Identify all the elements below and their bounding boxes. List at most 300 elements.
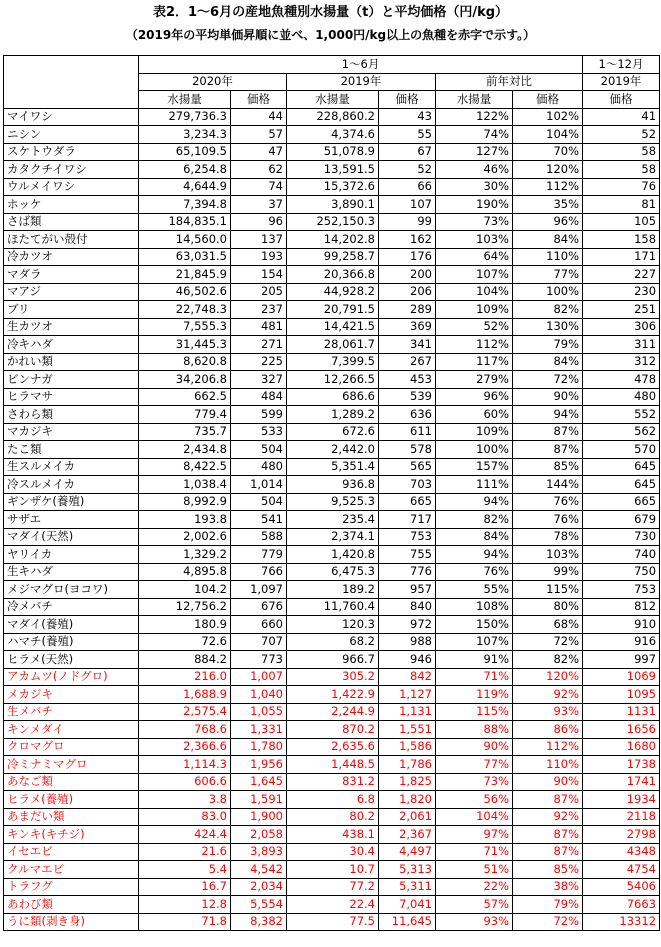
price-ratio-cell: 87% bbox=[513, 791, 583, 809]
volume-2019-cell: 14,202.8 bbox=[287, 231, 379, 249]
price-ratio-cell: 102% bbox=[513, 108, 583, 126]
price-2020-cell: 47 bbox=[231, 143, 287, 161]
volume-ratio-cell: 117% bbox=[436, 353, 513, 371]
price-2019-cell: 289 bbox=[379, 301, 436, 319]
price-2019-full-cell: 52 bbox=[583, 126, 660, 144]
table-row bbox=[4, 178, 660, 196]
price-2019-cell: 946 bbox=[379, 651, 436, 669]
price-2019-cell: 753 bbox=[379, 528, 436, 546]
price-2019-cell: 1,127 bbox=[379, 686, 436, 704]
price-2020-cell: 74 bbox=[231, 178, 287, 196]
price-ratio-cell: 90% bbox=[513, 388, 583, 406]
volume-2020-cell: 63,031.5 bbox=[139, 248, 231, 266]
price-2019-full-cell: 158 bbox=[583, 231, 660, 249]
price-2019-full-cell: 1131 bbox=[583, 703, 660, 721]
volume-2020-cell: 31,445.3 bbox=[139, 336, 231, 354]
price-ratio-cell: 94% bbox=[513, 406, 583, 424]
volume-2019-cell: 68.2 bbox=[287, 633, 379, 651]
fish-name-cell: 冷スルメイカ bbox=[4, 476, 139, 494]
volume-2019-cell: 11,760.4 bbox=[287, 598, 379, 616]
volume-2020-cell: 65,109.5 bbox=[139, 143, 231, 161]
volume-2019-cell: 20,366.8 bbox=[287, 266, 379, 284]
table-row bbox=[4, 878, 660, 896]
price-2020-cell: 3,893 bbox=[231, 843, 287, 861]
volume-2020-cell: 12.8 bbox=[139, 896, 231, 914]
price-2019-full-cell: 812 bbox=[583, 598, 660, 616]
price-2019-full-cell: 41 bbox=[583, 108, 660, 126]
volume-2020-cell: 662.5 bbox=[139, 388, 231, 406]
volume-2019-cell: 10.7 bbox=[287, 861, 379, 879]
volume-2019-cell: 1,289.2 bbox=[287, 406, 379, 424]
price-ratio-cell: 70% bbox=[513, 143, 583, 161]
price-2019-cell: 578 bbox=[379, 441, 436, 459]
price-2020-cell: 481 bbox=[231, 318, 287, 336]
volume-2020-cell: 7,555.3 bbox=[139, 318, 231, 336]
fish-name-cell: カタクチイワシ bbox=[4, 161, 139, 179]
fish-name-cell: マカジキ bbox=[4, 423, 139, 441]
volume-2019-cell: 14,421.5 bbox=[287, 318, 379, 336]
price-2019-full-cell: 1656 bbox=[583, 721, 660, 739]
price-2019-cell: 52 bbox=[379, 161, 436, 179]
volume-ratio-cell: 94% bbox=[436, 493, 513, 511]
price-2019-full-cell: 552 bbox=[583, 406, 660, 424]
price-ratio-cell: 78% bbox=[513, 528, 583, 546]
volume-2020-cell: 779.4 bbox=[139, 406, 231, 424]
price-2020-cell: 37 bbox=[231, 196, 287, 214]
volume-ratio-cell: 71% bbox=[436, 843, 513, 861]
price-ratio-cell: 84% bbox=[513, 353, 583, 371]
price-2020-cell: 1,591 bbox=[231, 791, 287, 809]
volume-ratio-cell: 93% bbox=[436, 913, 513, 931]
table-row bbox=[4, 423, 660, 441]
price-2019-cell: 43 bbox=[379, 108, 436, 126]
header-volume-2019: 水揚量 bbox=[287, 91, 379, 109]
volume-2019-cell: 6.8 bbox=[287, 791, 379, 809]
volume-2020-cell: 216.0 bbox=[139, 668, 231, 686]
price-ratio-cell: 68% bbox=[513, 616, 583, 634]
table-row bbox=[4, 651, 660, 669]
price-2020-cell: 225 bbox=[231, 353, 287, 371]
volume-ratio-cell: 60% bbox=[436, 406, 513, 424]
price-ratio-cell: 92% bbox=[513, 686, 583, 704]
volume-ratio-cell: 112% bbox=[436, 336, 513, 354]
table-row bbox=[4, 861, 660, 879]
volume-2020-cell: 72.6 bbox=[139, 633, 231, 651]
price-2019-cell: 988 bbox=[379, 633, 436, 651]
price-2020-cell: 773 bbox=[231, 651, 287, 669]
table-row bbox=[4, 668, 660, 686]
volume-ratio-cell: 57% bbox=[436, 896, 513, 914]
volume-ratio-cell: 90% bbox=[436, 738, 513, 756]
price-ratio-cell: 120% bbox=[513, 161, 583, 179]
volume-2020-cell: 21.6 bbox=[139, 843, 231, 861]
price-2019-full-cell: 665 bbox=[583, 493, 660, 511]
price-2020-cell: 205 bbox=[231, 283, 287, 301]
table-row bbox=[4, 598, 660, 616]
table-row bbox=[4, 458, 660, 476]
header-price-2020: 価格 bbox=[231, 91, 287, 109]
price-2019-cell: 453 bbox=[379, 371, 436, 389]
price-ratio-cell: 130% bbox=[513, 318, 583, 336]
volume-2020-cell: 21,845.9 bbox=[139, 266, 231, 284]
header-price-2019: 価格 bbox=[379, 91, 436, 109]
price-2019-cell: 842 bbox=[379, 668, 436, 686]
fish-name-cell: スケトウダラ bbox=[4, 143, 139, 161]
volume-2019-cell: 7,399.5 bbox=[287, 353, 379, 371]
fish-name-cell: たこ類 bbox=[4, 441, 139, 459]
volume-2020-cell: 1,688.9 bbox=[139, 686, 231, 704]
price-2019-full-cell: 311 bbox=[583, 336, 660, 354]
price-ratio-cell: 72% bbox=[513, 371, 583, 389]
table-row bbox=[4, 476, 660, 494]
price-2020-cell: 62 bbox=[231, 161, 287, 179]
volume-2019-cell: 2,374.1 bbox=[287, 528, 379, 546]
table-row bbox=[4, 633, 660, 651]
price-ratio-cell: 110% bbox=[513, 248, 583, 266]
fish-name-cell: サザエ bbox=[4, 511, 139, 529]
price-2020-cell: 676 bbox=[231, 598, 287, 616]
table-row bbox=[4, 896, 660, 914]
price-2019-cell: 5,313 bbox=[379, 861, 436, 879]
price-2019-full-cell: 910 bbox=[583, 616, 660, 634]
price-2020-cell: 707 bbox=[231, 633, 287, 651]
price-2019-cell: 972 bbox=[379, 616, 436, 634]
volume-2019-cell: 20,791.5 bbox=[287, 301, 379, 319]
volume-2019-cell: 15,372.6 bbox=[287, 178, 379, 196]
price-2020-cell: 1,007 bbox=[231, 668, 287, 686]
volume-2020-cell: 1,329.2 bbox=[139, 546, 231, 564]
price-2020-cell: 766 bbox=[231, 563, 287, 581]
price-2020-cell: 96 bbox=[231, 213, 287, 231]
price-2019-full-cell: 81 bbox=[583, 196, 660, 214]
price-ratio-cell: 93% bbox=[513, 703, 583, 721]
price-2019-full-cell: 645 bbox=[583, 476, 660, 494]
volume-ratio-cell: 94% bbox=[436, 546, 513, 564]
price-ratio-cell: 84% bbox=[513, 231, 583, 249]
price-2019-cell: 176 bbox=[379, 248, 436, 266]
volume-2019-cell: 13,591.5 bbox=[287, 161, 379, 179]
price-2020-cell: 504 bbox=[231, 493, 287, 511]
price-ratio-cell: 85% bbox=[513, 861, 583, 879]
volume-ratio-cell: 157% bbox=[436, 458, 513, 476]
fish-name-cell: マダラ bbox=[4, 266, 139, 284]
table-row bbox=[4, 388, 660, 406]
table-row bbox=[4, 248, 660, 266]
volume-2019-cell: 99,258.7 bbox=[287, 248, 379, 266]
table-row bbox=[4, 266, 660, 284]
volume-2019-cell: 686.6 bbox=[287, 388, 379, 406]
header-period-h1: 1～6月 bbox=[139, 56, 583, 74]
table-row bbox=[4, 843, 660, 861]
price-2019-full-cell: 1741 bbox=[583, 773, 660, 791]
fish-price-table bbox=[3, 55, 660, 931]
price-2019-cell: 539 bbox=[379, 388, 436, 406]
fish-name-cell: メジマグロ(ヨコワ) bbox=[4, 581, 139, 599]
volume-2019-cell: 77.5 bbox=[287, 913, 379, 931]
price-2019-full-cell: 2118 bbox=[583, 808, 660, 826]
table-row bbox=[4, 546, 660, 564]
price-2019-full-cell: 753 bbox=[583, 581, 660, 599]
volume-2020-cell: 8,422.5 bbox=[139, 458, 231, 476]
volume-ratio-cell: 74% bbox=[436, 126, 513, 144]
table-row bbox=[4, 161, 660, 179]
volume-ratio-cell: 111% bbox=[436, 476, 513, 494]
price-2019-cell: 957 bbox=[379, 581, 436, 599]
fish-name-cell: マダイ(養殖) bbox=[4, 616, 139, 634]
price-ratio-cell: 87% bbox=[513, 843, 583, 861]
table-row bbox=[4, 773, 660, 791]
volume-ratio-cell: 73% bbox=[436, 213, 513, 231]
price-2019-full-cell: 4348 bbox=[583, 843, 660, 861]
price-2020-cell: 327 bbox=[231, 371, 287, 389]
price-ratio-cell: 76% bbox=[513, 511, 583, 529]
table-row bbox=[4, 511, 660, 529]
price-2020-cell: 541 bbox=[231, 511, 287, 529]
volume-ratio-cell: 52% bbox=[436, 318, 513, 336]
fish-name-cell: ハマチ(養殖) bbox=[4, 633, 139, 651]
table-row bbox=[4, 196, 660, 214]
volume-2020-cell: 1,038.4 bbox=[139, 476, 231, 494]
price-ratio-cell: 76% bbox=[513, 493, 583, 511]
table-row bbox=[4, 791, 660, 809]
price-2019-cell: 66 bbox=[379, 178, 436, 196]
price-2020-cell: 1,040 bbox=[231, 686, 287, 704]
price-2020-cell: 44 bbox=[231, 108, 287, 126]
price-2019-cell: 636 bbox=[379, 406, 436, 424]
table-row bbox=[4, 581, 660, 599]
table-row bbox=[4, 493, 660, 511]
fish-name-cell: 冷キハダ bbox=[4, 336, 139, 354]
volume-2019-cell: 28,061.7 bbox=[287, 336, 379, 354]
table-row bbox=[4, 126, 660, 144]
price-ratio-cell: 104% bbox=[513, 126, 583, 144]
price-ratio-cell: 86% bbox=[513, 721, 583, 739]
fish-name-cell: あなご類 bbox=[4, 773, 139, 791]
price-2019-full-cell: 7663 bbox=[583, 896, 660, 914]
volume-2020-cell: 2,366.6 bbox=[139, 738, 231, 756]
price-2019-full-cell: 58 bbox=[583, 143, 660, 161]
price-2019-full-cell: 750 bbox=[583, 563, 660, 581]
volume-2020-cell: 424.4 bbox=[139, 826, 231, 844]
fish-name-cell: キンメダイ bbox=[4, 721, 139, 739]
volume-2020-cell: 3,234.3 bbox=[139, 126, 231, 144]
volume-2020-cell: 768.6 bbox=[139, 721, 231, 739]
price-2020-cell: 484 bbox=[231, 388, 287, 406]
table-row bbox=[4, 108, 660, 126]
header-row-period bbox=[4, 56, 660, 74]
volume-2019-cell: 30.4 bbox=[287, 843, 379, 861]
price-ratio-cell: 103% bbox=[513, 546, 583, 564]
price-ratio-cell: 112% bbox=[513, 738, 583, 756]
volume-ratio-cell: 119% bbox=[436, 686, 513, 704]
price-2019-cell: 1,551 bbox=[379, 721, 436, 739]
volume-2020-cell: 2,575.4 bbox=[139, 703, 231, 721]
price-ratio-cell: 35% bbox=[513, 196, 583, 214]
volume-2019-cell: 305.2 bbox=[287, 668, 379, 686]
volume-ratio-cell: 30% bbox=[436, 178, 513, 196]
volume-2020-cell: 1,114.3 bbox=[139, 756, 231, 774]
fish-name-cell: 生カツオ bbox=[4, 318, 139, 336]
price-2019-cell: 840 bbox=[379, 598, 436, 616]
volume-2020-cell: 8,992.9 bbox=[139, 493, 231, 511]
volume-2020-cell: 884.2 bbox=[139, 651, 231, 669]
price-2019-cell: 776 bbox=[379, 563, 436, 581]
price-2019-cell: 5,311 bbox=[379, 878, 436, 896]
volume-2019-cell: 120.3 bbox=[287, 616, 379, 634]
price-ratio-cell: 87% bbox=[513, 441, 583, 459]
volume-2020-cell: 735.7 bbox=[139, 423, 231, 441]
price-2019-cell: 369 bbox=[379, 318, 436, 336]
price-2019-full-cell: 480 bbox=[583, 388, 660, 406]
price-2019-full-cell: 58 bbox=[583, 161, 660, 179]
price-2020-cell: 504 bbox=[231, 441, 287, 459]
price-2019-full-cell: 997 bbox=[583, 651, 660, 669]
price-2019-full-cell: 1095 bbox=[583, 686, 660, 704]
table-row bbox=[4, 318, 660, 336]
volume-ratio-cell: 97% bbox=[436, 826, 513, 844]
table-row bbox=[4, 563, 660, 581]
fish-name-cell: アカムツ(ノドグロ) bbox=[4, 668, 139, 686]
volume-2020-cell: 5.4 bbox=[139, 861, 231, 879]
price-2019-full-cell: 1069 bbox=[583, 668, 660, 686]
header-period-full: 1～12月 bbox=[583, 56, 660, 74]
volume-ratio-cell: 96% bbox=[436, 388, 513, 406]
volume-ratio-cell: 73% bbox=[436, 773, 513, 791]
fish-name-cell: ニシン bbox=[4, 126, 139, 144]
price-2019-cell: 67 bbox=[379, 143, 436, 161]
volume-2019-cell: 1,422.9 bbox=[287, 686, 379, 704]
price-ratio-cell: 79% bbox=[513, 896, 583, 914]
volume-2019-cell: 252,150.3 bbox=[287, 213, 379, 231]
price-ratio-cell: 87% bbox=[513, 423, 583, 441]
fish-name-cell: ビンナガ bbox=[4, 371, 139, 389]
price-2019-full-cell: 740 bbox=[583, 546, 660, 564]
price-2019-full-cell: 13312 bbox=[583, 913, 660, 931]
price-ratio-cell: 99% bbox=[513, 563, 583, 581]
price-2020-cell: 154 bbox=[231, 266, 287, 284]
fish-name-cell: ヒラメ(養殖) bbox=[4, 791, 139, 809]
volume-ratio-cell: 82% bbox=[436, 511, 513, 529]
volume-ratio-cell: 150% bbox=[436, 616, 513, 634]
volume-2019-cell: 77.2 bbox=[287, 878, 379, 896]
price-2019-cell: 565 bbox=[379, 458, 436, 476]
fish-name-cell: 冷カツオ bbox=[4, 248, 139, 266]
volume-ratio-cell: 55% bbox=[436, 581, 513, 599]
price-2020-cell: 1,900 bbox=[231, 808, 287, 826]
volume-2019-cell: 235.4 bbox=[287, 511, 379, 529]
price-ratio-cell: 85% bbox=[513, 458, 583, 476]
table-row bbox=[4, 808, 660, 826]
price-2020-cell: 599 bbox=[231, 406, 287, 424]
header-fish-name bbox=[4, 56, 139, 109]
fish-name-cell: マダイ(天然) bbox=[4, 528, 139, 546]
fish-name-cell: うに類(剥き身) bbox=[4, 913, 139, 931]
price-2020-cell: 1,645 bbox=[231, 773, 287, 791]
header-yoy: 前年対比 bbox=[436, 73, 583, 91]
table-row bbox=[4, 301, 660, 319]
table-row bbox=[4, 143, 660, 161]
fish-name-cell: さわら類 bbox=[4, 406, 139, 424]
volume-ratio-cell: 115% bbox=[436, 703, 513, 721]
header-price-ratio: 価格 bbox=[513, 91, 583, 109]
fish-name-cell: ギンザケ(養殖) bbox=[4, 493, 139, 511]
table-row bbox=[4, 686, 660, 704]
price-2019-full-cell: 1680 bbox=[583, 738, 660, 756]
volume-2020-cell: 46,502.6 bbox=[139, 283, 231, 301]
table-row bbox=[4, 616, 660, 634]
price-2020-cell: 1,014 bbox=[231, 476, 287, 494]
volume-2019-cell: 189.2 bbox=[287, 581, 379, 599]
volume-2020-cell: 14,560.0 bbox=[139, 231, 231, 249]
price-2020-cell: 1,097 bbox=[231, 581, 287, 599]
volume-ratio-cell: 279% bbox=[436, 371, 513, 389]
table-row bbox=[4, 406, 660, 424]
fish-name-cell: キンキ(キチジ) bbox=[4, 826, 139, 844]
price-ratio-cell: 112% bbox=[513, 178, 583, 196]
volume-2020-cell: 104.2 bbox=[139, 581, 231, 599]
volume-2019-cell: 2,244.9 bbox=[287, 703, 379, 721]
fish-name-cell: ヒラメ(天然) bbox=[4, 651, 139, 669]
volume-2020-cell: 606.6 bbox=[139, 773, 231, 791]
price-2019-cell: 665 bbox=[379, 493, 436, 511]
volume-2020-cell: 3.8 bbox=[139, 791, 231, 809]
price-2020-cell: 2,058 bbox=[231, 826, 287, 844]
volume-ratio-cell: 22% bbox=[436, 878, 513, 896]
price-2019-cell: 11,645 bbox=[379, 913, 436, 931]
fish-name-cell: マアジ bbox=[4, 283, 139, 301]
volume-ratio-cell: 64% bbox=[436, 248, 513, 266]
volume-2019-cell: 831.2 bbox=[287, 773, 379, 791]
volume-ratio-cell: 100% bbox=[436, 441, 513, 459]
price-2020-cell: 1,956 bbox=[231, 756, 287, 774]
fish-name-cell: ウルメイワシ bbox=[4, 178, 139, 196]
volume-ratio-cell: 71% bbox=[436, 668, 513, 686]
volume-2020-cell: 8,620.8 bbox=[139, 353, 231, 371]
price-2019-cell: 162 bbox=[379, 231, 436, 249]
volume-ratio-cell: 76% bbox=[436, 563, 513, 581]
price-ratio-cell: 77% bbox=[513, 266, 583, 284]
volume-2020-cell: 22,748.3 bbox=[139, 301, 231, 319]
table-body bbox=[4, 108, 660, 931]
fish-name-cell: ヒラマサ bbox=[4, 388, 139, 406]
price-2019-cell: 717 bbox=[379, 511, 436, 529]
volume-2020-cell: 184,835.1 bbox=[139, 213, 231, 231]
volume-ratio-cell: 127% bbox=[436, 143, 513, 161]
header-volume-ratio: 水揚量 bbox=[436, 91, 513, 109]
fish-name-cell: クロマグロ bbox=[4, 738, 139, 756]
price-2019-cell: 1,586 bbox=[379, 738, 436, 756]
table-row bbox=[4, 353, 660, 371]
volume-2019-cell: 2,442.0 bbox=[287, 441, 379, 459]
price-ratio-cell: 79% bbox=[513, 336, 583, 354]
price-2020-cell: 271 bbox=[231, 336, 287, 354]
volume-ratio-cell: 109% bbox=[436, 301, 513, 319]
volume-2020-cell: 180.9 bbox=[139, 616, 231, 634]
volume-2019-cell: 3,890.1 bbox=[287, 196, 379, 214]
price-2019-full-cell: 1738 bbox=[583, 756, 660, 774]
volume-2020-cell: 34,206.8 bbox=[139, 371, 231, 389]
price-2019-cell: 1,131 bbox=[379, 703, 436, 721]
price-2019-cell: 267 bbox=[379, 353, 436, 371]
volume-2019-cell: 80.2 bbox=[287, 808, 379, 826]
fish-name-cell: イセエビ bbox=[4, 843, 139, 861]
table-row bbox=[4, 703, 660, 721]
price-2019-cell: 206 bbox=[379, 283, 436, 301]
price-ratio-cell: 144% bbox=[513, 476, 583, 494]
fish-name-cell: ヤリイカ bbox=[4, 546, 139, 564]
volume-2020-cell: 2,434.8 bbox=[139, 441, 231, 459]
price-2020-cell: 1,331 bbox=[231, 721, 287, 739]
